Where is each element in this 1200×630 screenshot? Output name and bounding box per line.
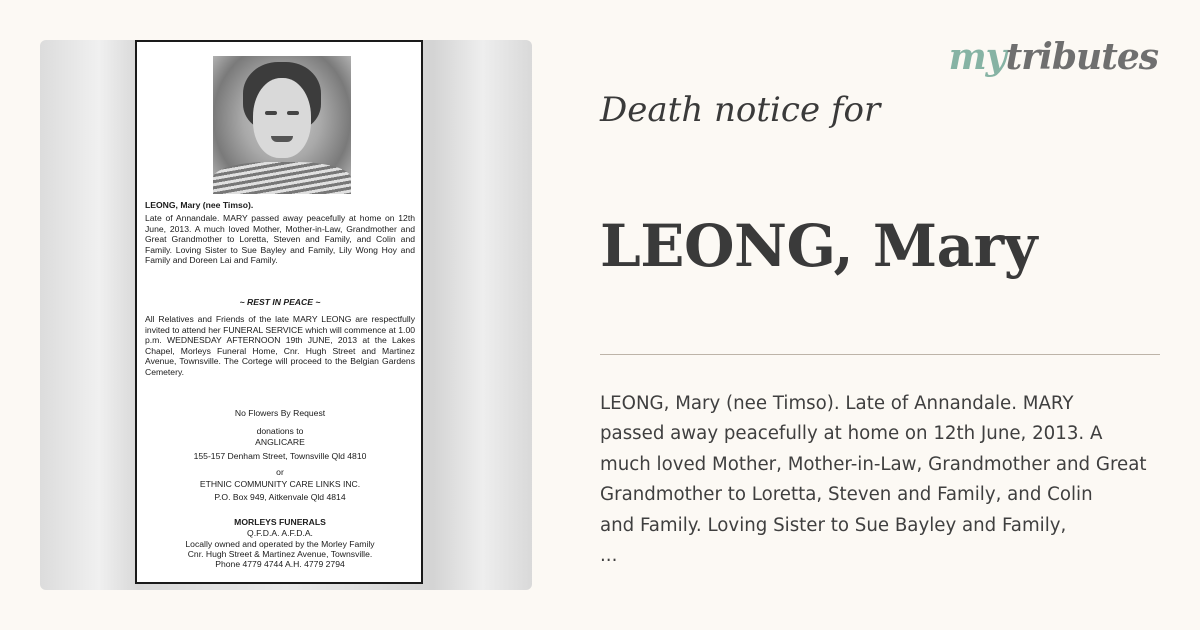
notice-ethnic-address: P.O. Box 949, Aitkenvale Qld 4814 <box>214 492 346 502</box>
notice-anglicare-address: 155-157 Denham Street, Townsville Qld 4810 <box>193 451 367 461</box>
notice-rest-in-peace: ~ REST IN PEACE ~ <box>239 297 321 307</box>
portrait-face <box>253 78 311 158</box>
portrait-eye-left <box>265 111 277 115</box>
notice-funeral-home: MORLEYS FUNERALS <box>234 517 326 527</box>
notice-funeral-details: All Relatives and Friends of the late MARY LEONG are respectfully invited to attend her FUNERAL SERVICE which will commence at 1.00 p.m. WEDNESDAY AFTERNOON 19th JUNE, 2013 at the Lakes Chapel, Morleys Funeral Home, Cnr. Hugh Street and Martinez Avenue, Townsville. The Cortege will proceed to the Belgian Gardens Cemetery. <box>145 314 415 377</box>
notice-locally-owned: Locally owned and operated by the Morley Family <box>185 539 375 549</box>
notice-qfda: Q.F.D.A. A.F.D.A. <box>247 528 313 538</box>
portrait-eye-right <box>287 111 299 115</box>
notice-body-intro: Late of Annandale. MARY passed away peacefully at home on 12th June, 2013. A much loved Mother, Mother-in-Law, Grandmother and Great Grandmother to Loretta, Steven and Family, and Colin and Family. Loving Sister to Sue Bayley and Family, Lily Wong Hoy and Family and Doreen Lai and Family. <box>145 213 415 266</box>
portrait-mouth <box>271 136 293 142</box>
notice-phone: Phone 4779 4744 A.H. 4779 2794 <box>215 559 345 569</box>
notice-excerpt: LEONG, Mary (nee Timso). Late of Annandale. MARY passed away peacefully at home on 12th June, 2013. A much loved Mother, Mother-in-Law, Grandmother and Great Grandmother to Loretta, Steven and Family, and Colin and Family. Loving Sister to Sue Bayley and Family, ... <box>600 393 1147 567</box>
death-notice-image <box>40 40 532 590</box>
notice-donations-to: donations to <box>256 426 304 436</box>
mytributes-logo[interactable] <box>949 36 1158 78</box>
notice-funeral-address: Cnr. Hugh Street & Martinez Avenue, Townsville. <box>187 549 373 559</box>
notice-name-line: LEONG, Mary (nee Timso). <box>145 200 254 210</box>
notice-anglicare: ANGLICARE <box>255 437 305 447</box>
newspaper-notice <box>135 40 423 584</box>
page-subtitle: Death notice for <box>600 90 881 130</box>
divider <box>600 354 1160 355</box>
logo-my: my <box>948 36 1006 78</box>
notice-no-flowers: No Flowers By Request <box>234 408 326 418</box>
portrait-photo <box>213 56 351 194</box>
logo-tributes: tributes <box>1005 36 1158 78</box>
notice-ethnic-community: ETHNIC COMMUNITY CARE LINKS INC. <box>199 479 361 489</box>
page-title: LEONG, Mary <box>600 212 1037 280</box>
notice-or: or <box>276 467 284 477</box>
portrait-shirt <box>213 162 351 194</box>
